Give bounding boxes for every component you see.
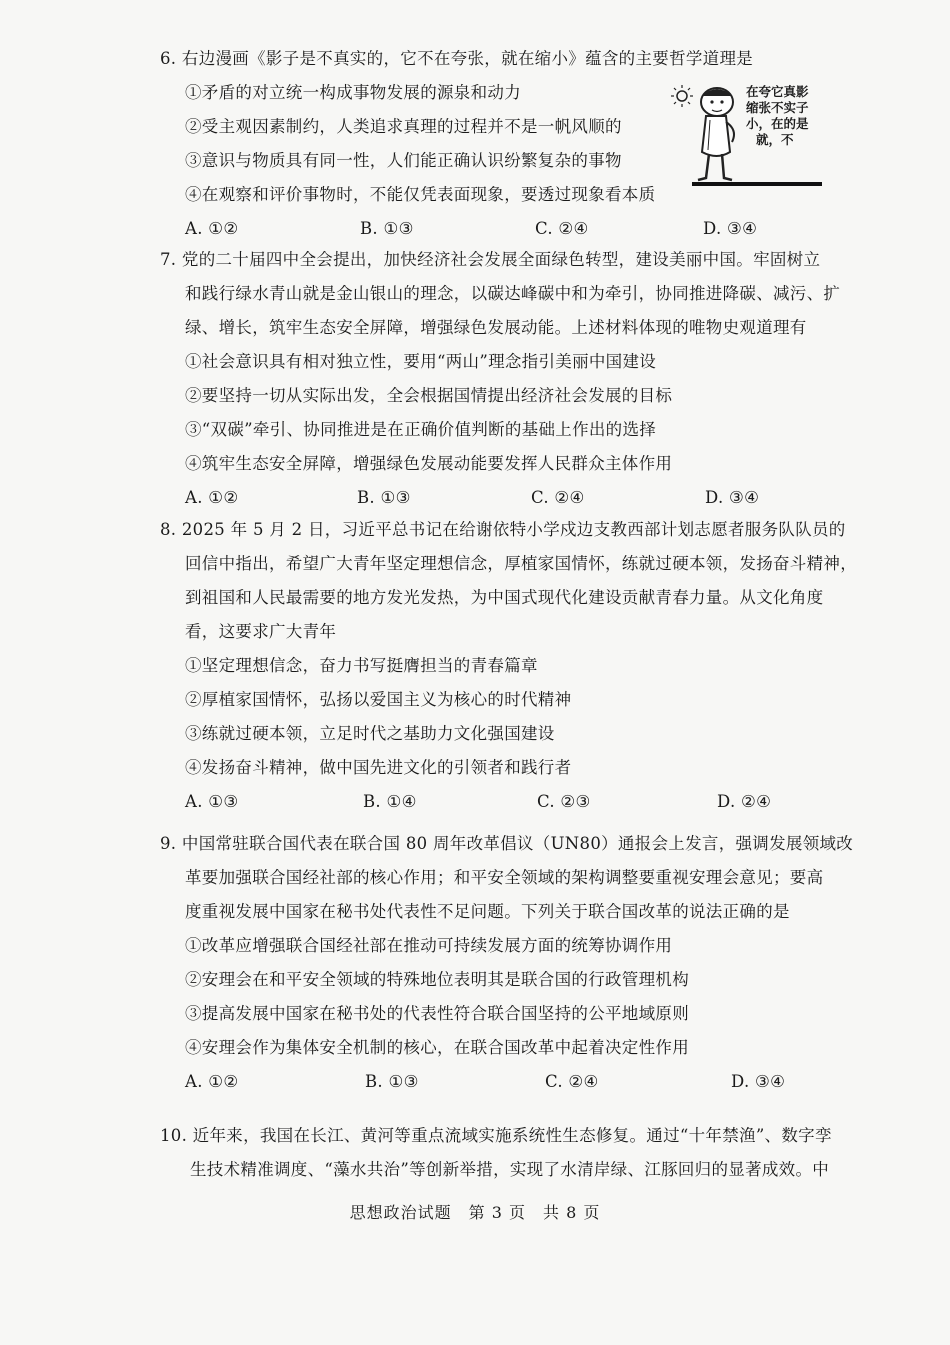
choice-c: C. ②④	[545, 1072, 599, 1091]
question-stem: 9. 中国常驻联合国代表在联合国 80 周年改革倡议（UN80）通报会上发言，强调发展领域改	[160, 834, 854, 853]
caption-line: 缩张不实子	[746, 100, 809, 115]
cartoon-caption	[746, 84, 809, 148]
question-stem: 生技术精准调度、“藻水共治”等创新举措，实现了水清岸绿、江豚回归的显著成效。中	[190, 1160, 830, 1179]
question-stem: 绿、增长，筑牢生态安全屏障，增强绿色发展动能。上述材料体现的唯物史观道理有	[185, 318, 807, 337]
option-2: ②要坚持一切从实际出发，全会根据国情提出经济社会发展的目标	[185, 386, 673, 405]
choice-a: A. ①②	[185, 488, 239, 507]
page-footer: 思想政治试题 第 3 页 共 8 页	[349, 1203, 601, 1222]
question-stem: 革要加强联合国经社部的核心作用；和平安全领域的架构调整要重视安理会意见；要高	[185, 868, 824, 887]
question-stem: 回信中指出，希望广大青年坚定理想信念，厚植家国情怀，练就过硬本领，发扬奋斗精神，	[185, 554, 857, 573]
choice-b: B. ①③	[360, 219, 414, 238]
choice-b: B. ①③	[357, 488, 411, 507]
question-10	[160, 1119, 900, 1187]
option-3: ③“双碳”牵引、协同推进是在正确价值判断的基础上作出的选择	[185, 420, 657, 439]
choice-c: C. ②④	[531, 488, 585, 507]
option-1: ①坚定理想信念，奋力书写挺膺担当的青春篇章	[185, 656, 538, 675]
choice-a: A. ①②	[185, 1072, 239, 1091]
choice-d: D. ②④	[717, 792, 772, 811]
option-1: ①改革应增强联合国经社部在推动可持续发展方面的统筹协调作用	[185, 936, 673, 955]
option-1: ①社会意识具有相对独立性，要用“两山”理念指引美丽中国建设	[185, 352, 657, 371]
question-stem: 8. 2025 年 5 月 2 日，习近平总书记在给谢依特小学戍边支教西部计划志愿者服务队队员的	[160, 520, 846, 539]
choice-a: A. ①②	[185, 219, 239, 238]
answer-choices	[160, 481, 880, 515]
answer-choices	[160, 1065, 890, 1099]
choice-a: A. ①③	[185, 792, 239, 811]
question-stem: 看，这要求广大青年	[185, 622, 337, 641]
choice-d: D. ③④	[731, 1072, 786, 1091]
option-4: ④筑牢生态安全屏障，增强绿色发展动能要发挥人民群众主体作用	[185, 454, 673, 473]
option-1: ①矛盾的对立统一构成事物发展的源泉和动力	[185, 83, 521, 102]
cartoon-illustration	[662, 80, 822, 198]
option-2: ②受主观因素制约，人类追求真理的过程并不是一帆风顺的	[185, 117, 622, 136]
choice-c: C. ②④	[535, 219, 589, 238]
option-3: ③练就过硬本领，立足时代之基助力文化强国建设	[185, 724, 555, 743]
question-stem: 10. 近年来，我国在长江、黄河等重点流域实施系统性生态修复。通过“十年禁渔”、数字孪	[160, 1126, 832, 1145]
choice-d: D. ③④	[705, 488, 760, 507]
choice-b: B. ①④	[363, 792, 417, 811]
option-4: ④在观察和评价事物时，不能仅凭表面现象，要透过现象看本质	[185, 185, 656, 204]
question-stem: 度重视发展中国家在秘书处代表性不足问题。下列关于联合国改革的说法正确的是	[185, 902, 790, 921]
option-4: ④发扬奋斗精神，做中国先进文化的引领者和践行者	[185, 758, 572, 777]
question-stem: 和践行绿水青山就是金山银山的理念，以碳达峰碳中和为牵引，协同推进降碳、减污、扩	[185, 284, 841, 303]
answer-choices	[160, 212, 860, 246]
caption-line: 就，不	[756, 132, 794, 147]
option-2: ②厚植家国情怀，弘扬以爱国主义为核心的时代精神	[185, 690, 572, 709]
choice-d: D. ③④	[703, 219, 758, 238]
option-2: ②安理会在和平安全领域的特殊地位表明其是联合国的行政管理机构	[185, 970, 689, 989]
question-stem: 7. 党的二十届四中全会提出，加快经济社会发展全面绿色转型，建设美丽中国。牢固树立	[160, 250, 821, 269]
question-stem: 6. 右边漫画《影子是不真实的，它不在夸张，就在缩小》蕴含的主要哲学道理是	[160, 49, 754, 68]
question-7	[160, 243, 880, 515]
question-9	[160, 827, 890, 1099]
caption-line: 在夸它真影	[746, 84, 809, 99]
option-4: ④安理会作为集体安全机制的核心，在联合国改革中起着决定性作用	[185, 1038, 689, 1057]
caption-line: 小，在的是	[746, 116, 809, 131]
choice-b: B. ①③	[365, 1072, 419, 1091]
question-stem: 到祖国和人民最需要的地方发光发热，为中国式现代化建设贡献青春力量。从文化角度	[185, 588, 824, 607]
choice-c: C. ②③	[537, 792, 591, 811]
question-8	[160, 513, 880, 819]
option-3: ③提高发展中国家在秘书处的代表性符合联合国坚持的公平地域原则	[185, 1004, 689, 1023]
option-3: ③意识与物质具有同一性，人们能正确认识纷繁复杂的事物	[185, 151, 622, 170]
answer-choices	[160, 785, 880, 819]
